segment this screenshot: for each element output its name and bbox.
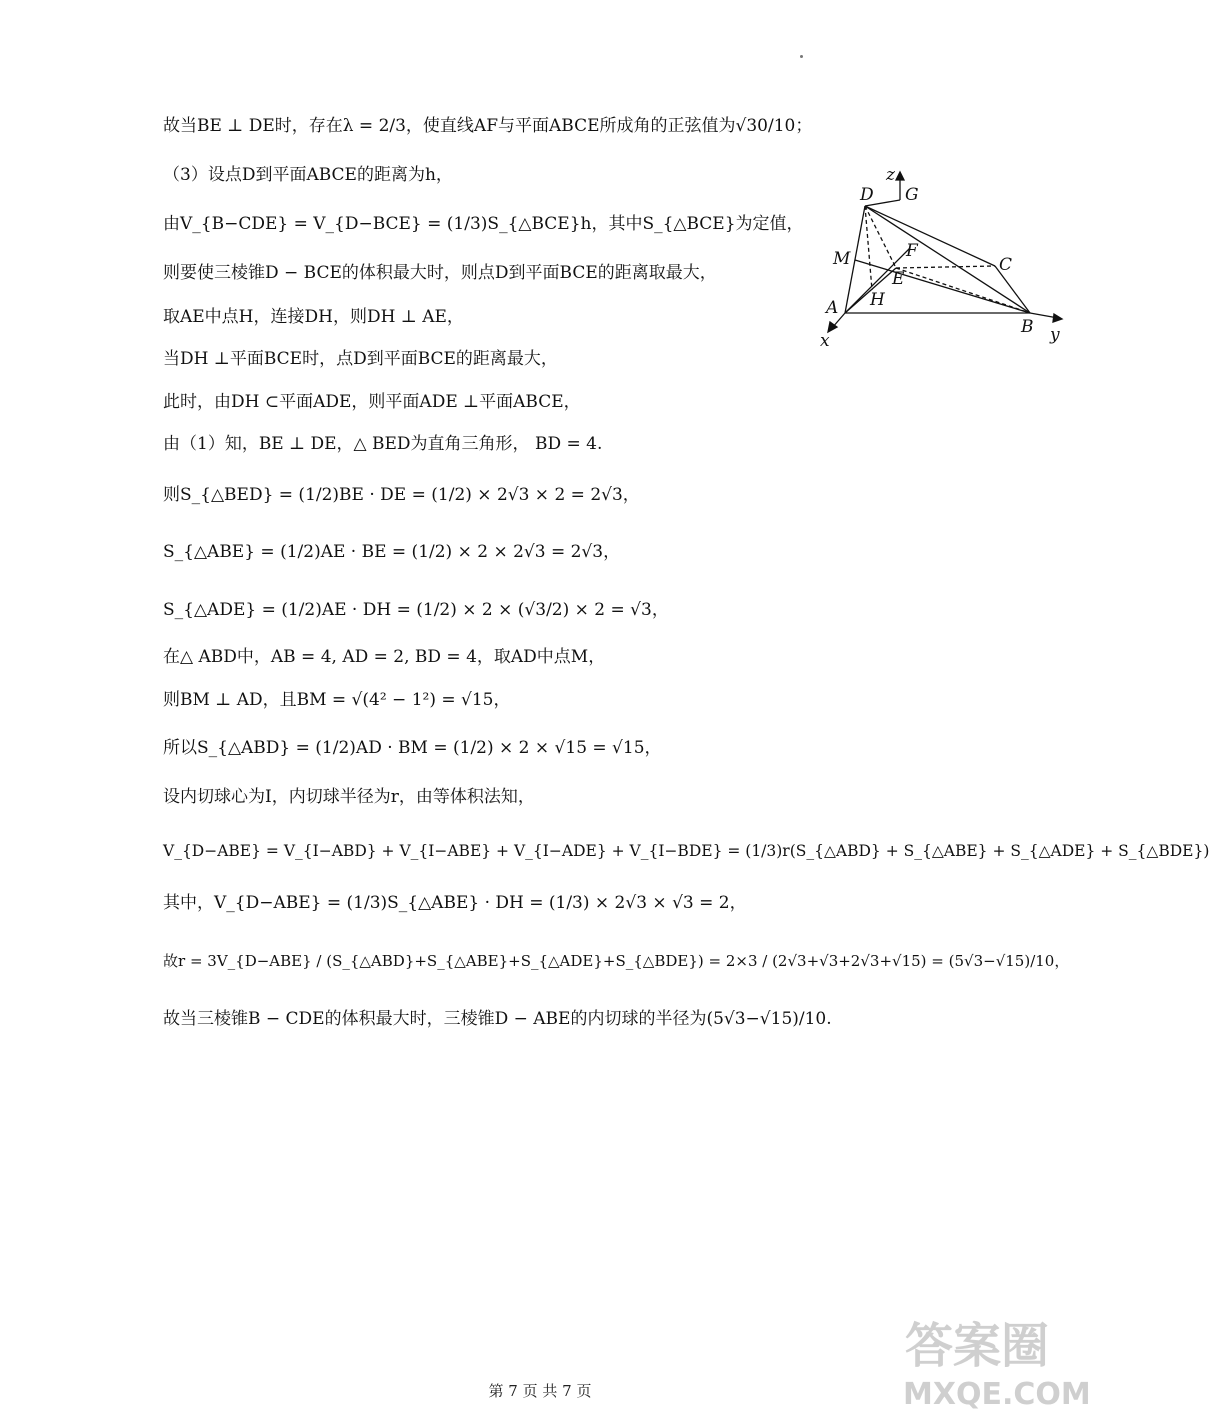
label-F: F <box>906 241 918 261</box>
watermark-line1: 答案圈 <box>905 1318 1050 1374</box>
label-D: D <box>860 185 874 205</box>
text-line-16: V_{D−ABE} = V_{I−ABD} + V_{I−ABE} + V_{I−ADE} + V_{I−BDE} = (1/3)r(S_{△ABD} + S_{△ABE} + S_{△ADE} + S_{△BDE}) <box>163 842 1209 860</box>
pyramid-figure <box>810 160 1070 350</box>
stray-dot <box>800 55 803 58</box>
text-line-2: （3）设点D到平面ABCE的距离为h， <box>163 165 453 185</box>
text-line-10: S_{△ABE} = (1/2)AE · BE = (1/2) × 2 × 2√3 = 2√3， <box>163 542 621 562</box>
label-E: E <box>892 269 905 289</box>
page-footer: 第 7 页 共 7 页 <box>488 1382 592 1400</box>
text-line-5: 取AE中点H，连接DH，则DH ⊥ AE， <box>163 307 464 327</box>
text-line-11: S_{△ADE} = (1/2)AE · DH = (1/2) × 2 × (√3/2) × 2 = √3， <box>163 600 669 620</box>
z-axis-arrow <box>896 172 904 180</box>
edge-EC <box>896 266 995 268</box>
text-line-9: 则S_{△BED} = (1/2)BE · DE = (1/2) × 2√3 × 2 = 2√3， <box>163 485 640 505</box>
watermark-line2: MXQE.COM <box>903 1377 1091 1411</box>
text-line-17: 其中，V_{D−ABE} = (1/3)S_{△ABE} · DH = (1/3) × 2√3 × √3 = 2， <box>163 893 747 913</box>
text-line-4: 则要使三棱锥D − BCE的体积最大时，则点D到平面BCE的距离取最大， <box>163 263 717 283</box>
label-B: B <box>1021 317 1034 337</box>
text-line-14: 所以S_{△ABD} = (1/2)AD · BM = (1/2) × 2 × √15 = √15， <box>163 738 662 758</box>
text-line-15: 设内切球心为I，内切球半径为r，由等体积法知， <box>163 787 535 807</box>
label-x: x <box>820 331 830 351</box>
text-line-6: 当DH ⊥平面BCE时，点D到平面BCE的距离最大， <box>163 349 558 369</box>
label-H: H <box>870 290 885 310</box>
text-line-7: 此时，由DH ⊂平面ADE，则平面ADE ⊥平面ABCE， <box>163 392 581 412</box>
text-line-3: 由V_{B−CDE} = V_{D−BCE} = (1/3)S_{△BCE}h，其中S_{△BCE}为定值， <box>163 214 804 234</box>
edge-DC <box>865 206 995 266</box>
text-line-13: 则BM ⊥ AD，且BM = √(4² − 1²) = √15， <box>163 690 511 710</box>
label-y: y <box>1050 325 1060 345</box>
text-line-1: 故当BE ⊥ DE时，存在λ = 2/3，使直线AF与平面ABCE所成角的正弦值为√30/10； <box>163 116 813 136</box>
label-M: M <box>833 249 851 269</box>
y-axis-arrow <box>1053 314 1062 322</box>
text-line-12: 在△ ABD中，AB = 4, AD = 2, BD = 4，取AD中点M， <box>163 647 606 667</box>
text-line-18: 故r = 3V_{D−ABE} / (S_{△ABD}+S_{△ABE}+S_{△ADE}+S_{△BDE}) = 2×3 / (2√3+√3+2√3+√15) = (5√3−√15)/10， <box>163 952 1070 970</box>
text-line-19: 故当三棱锥B − CDE的体积最大时，三棱锥D − ABE的内切球的半径为(5√3−√15)/10. <box>163 1009 832 1029</box>
text-line-8: 由（1）知，BE ⊥ DE，△ BED为直角三角形， BD = 4. <box>163 434 603 454</box>
edge-DH <box>865 206 872 290</box>
label-G: G <box>905 185 919 205</box>
label-z: z <box>886 165 895 185</box>
label-C: C <box>999 255 1013 275</box>
label-A: A <box>826 298 839 318</box>
